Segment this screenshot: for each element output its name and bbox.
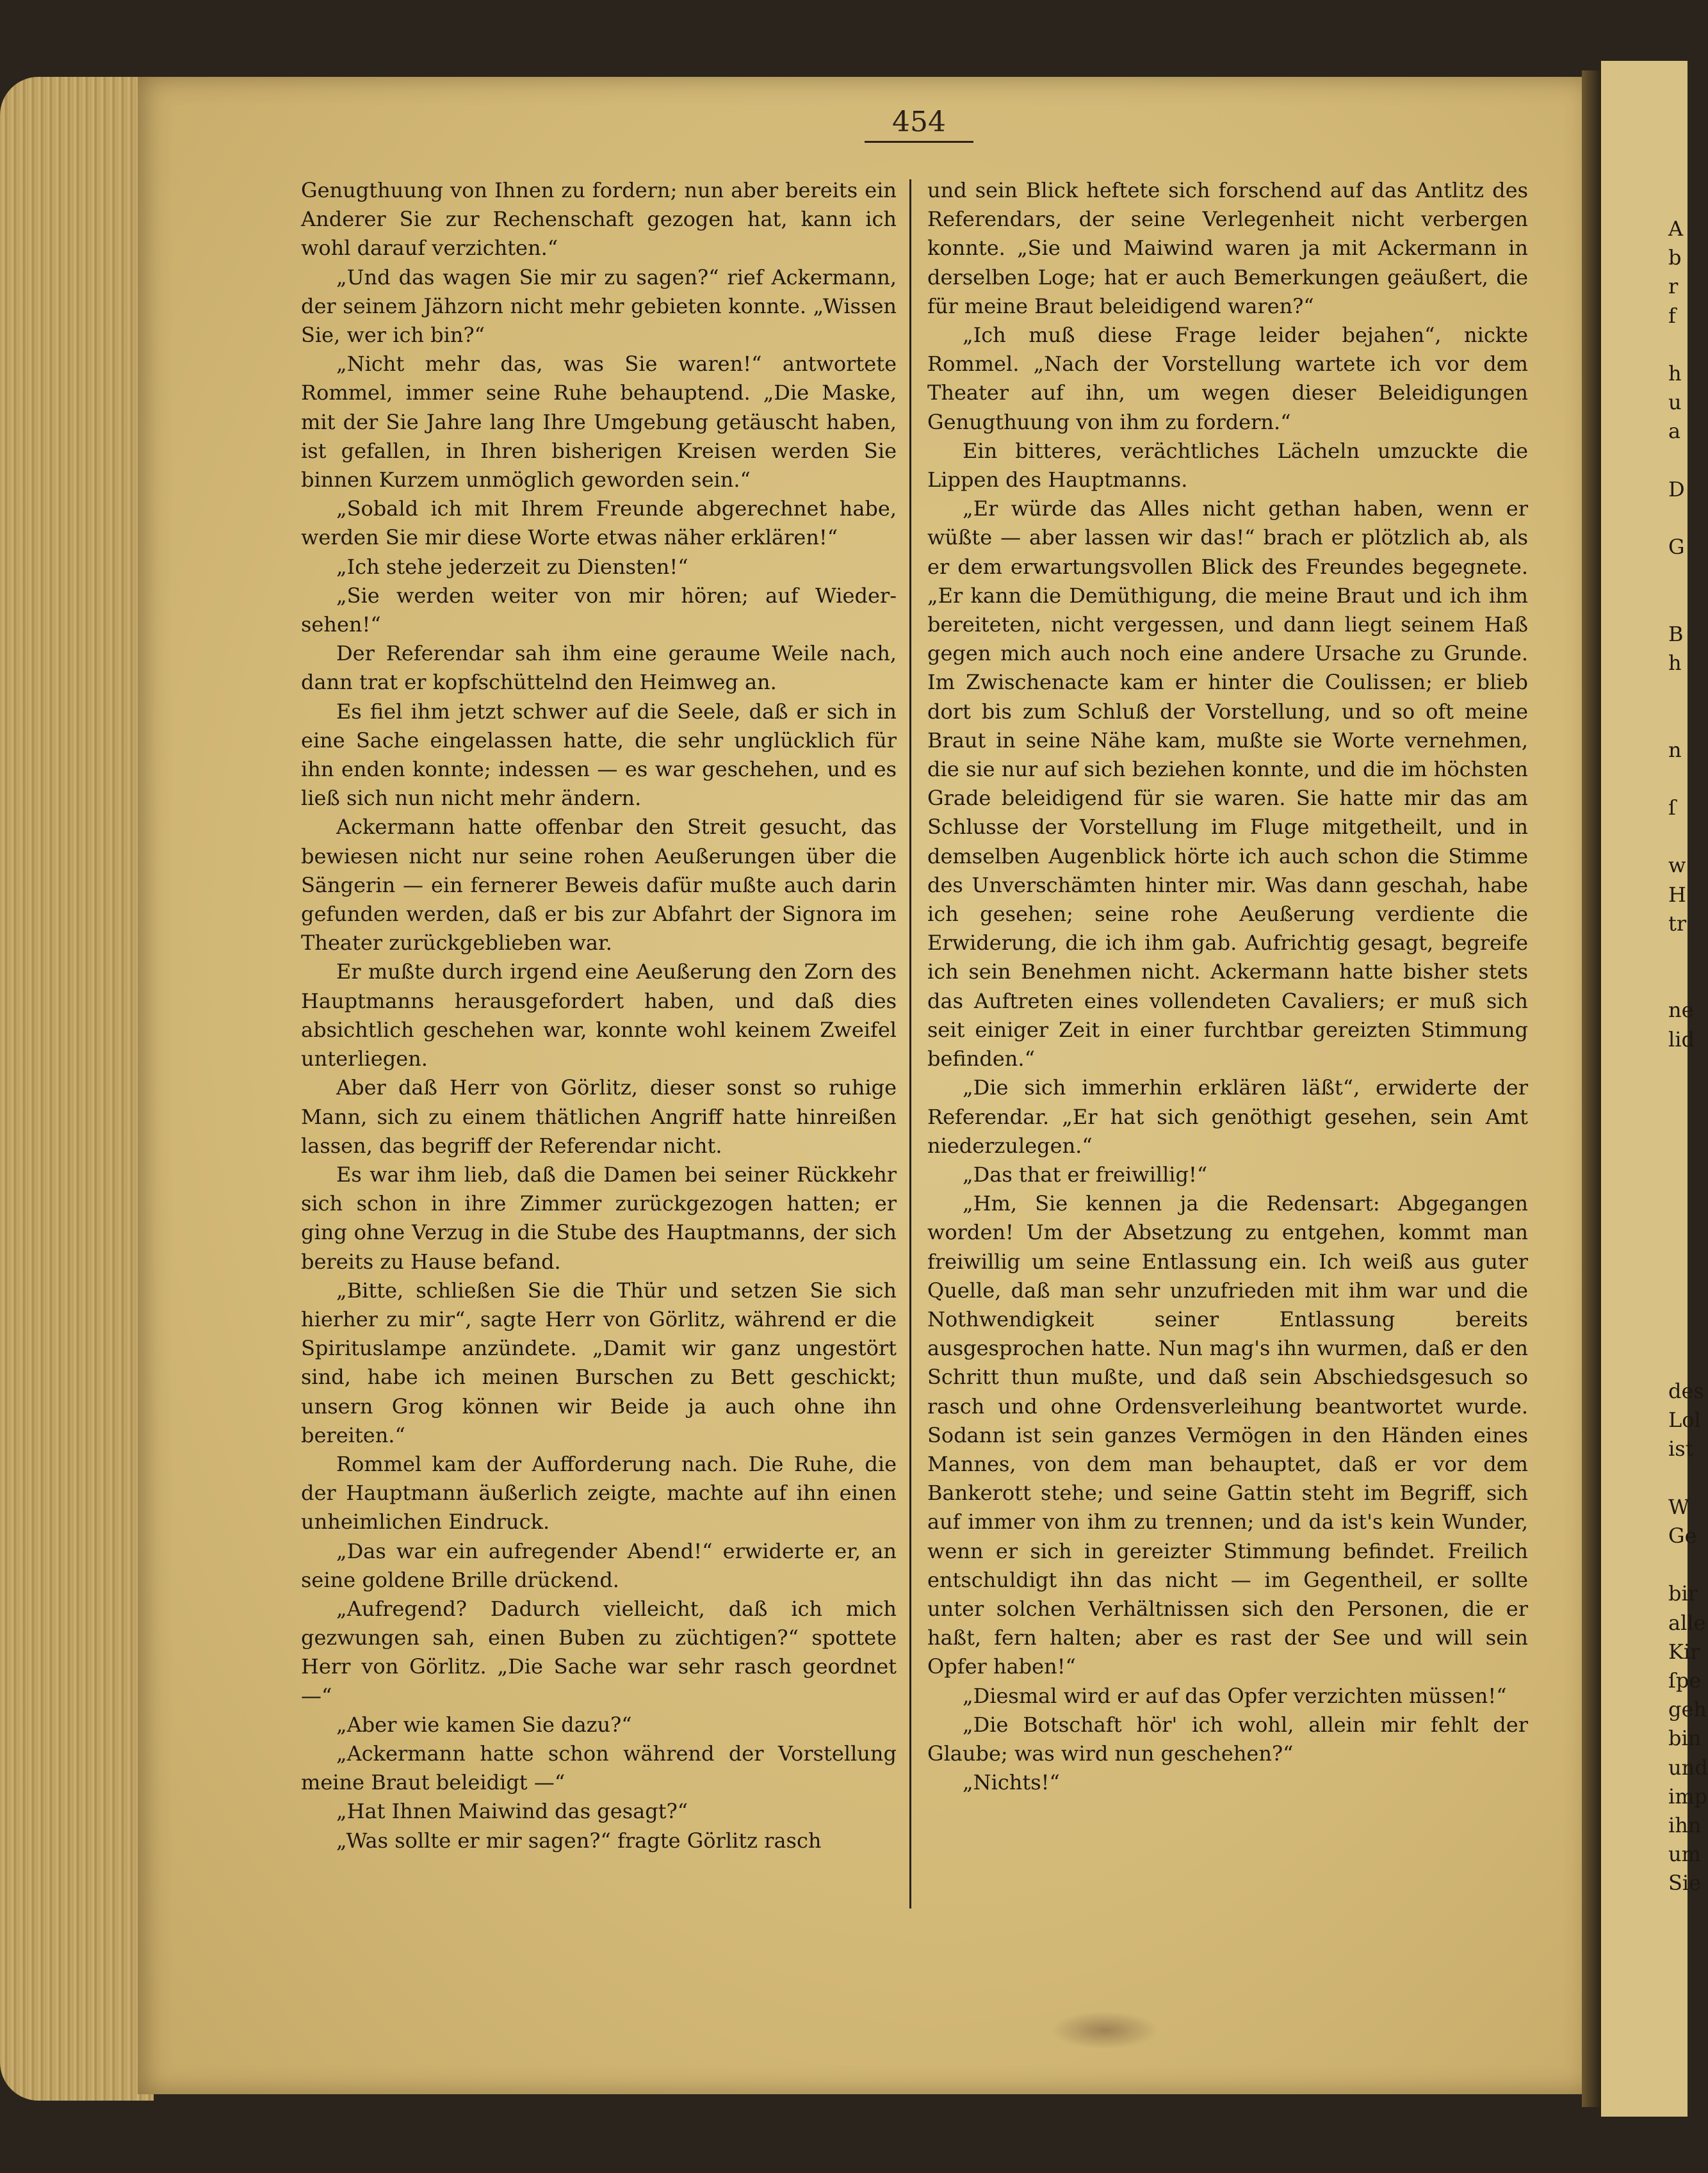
paragraph: Ackermann hatte offenbar den Streit gesucht, das bewiesen nicht nur seine rohen Aeußerungen über die Sängerin — ein fernerer Beweis dafür mußte auch darin gefunden werden, daß er bis zur Abfahrt der Signora im Theater zurückgeblieben war. (301, 815, 897, 956)
paragraph: „Ich stehe jederzeit zu Diensten!“ (336, 554, 688, 579)
paragraph: „Die sich immerhin erklären läßt“, erwiderte der Referendar. „Er hat sich genöthigt gesehen, sein Amt niederzulegen.“ (927, 1075, 1528, 1158)
book-gutter (1582, 70, 1601, 2107)
paragraph: Es fiel ihm jetzt schwer auf die Seele, daß er sich in eine Sache eingelassen hatte, die sehr unglücklich für ihn enden konnte; indessen — es war geschehen, und es ließ sich nun nicht mehr ändern. (301, 699, 897, 811)
paragraph: „Die Botschaft hör' ich wohl, allein mir fehlt der Glaube; was wird nun geschehen?“ (927, 1712, 1528, 1766)
paragraph: „Hm, Sie kennen ja die Redensart: Abgegangen worden! Um der Absetzung zu entgehen, kommt man freiwillig um seine Entlassung ein. Ich weiß aus guter Quelle, daß man sehr unzufrieden mit ihm war und die Nothwendigkeit seiner Entlassung bereits ausgesprochen hatte. Nun mag's ihn wurmen, daß er den Schritt thun mußte, und daß sein Abschiedsgesuch so rasch und ohne Ordensverleihung beantwortet wurde. Sodann ist sein ganzes Vermögen in den Händen eines Mannes, von dem man behauptet, daß er vor dem Bankerott stehe; und seine Gattin steht im Begriff, sich auf immer von ihm zu trennen; und da ist's kein Wunder, wenn er sich in gereizter Stimmung befindet. Freilich entschuldigt ihn das nicht — im Gegentheil, er sollte unter solchen Verhältnissen sich den Personen, die er haßt, fern halten; aber es rast der See und will sein Opfer haben!“ (927, 1191, 1528, 1679)
paper-stain (1050, 2011, 1159, 2049)
paragraph: „Nichts!“ (963, 1770, 1060, 1795)
paragraph: „Das that er freiwillig!“ (963, 1162, 1208, 1187)
paragraph: „Bitte, schließen Sie die Thür und setzen Sie sich hierher zu mir“, sagte Herr von Görlitz, während er die Spirituslampe anzündete. „Damit wir ganz ungestört sind, habe ich meinen Burschen zu Bett geschickt; unsern Grog können wir Beide ja auch ohne ihn bereiten.“ (301, 1278, 897, 1447)
paragraph: Rommel kam der Aufforderung nach. Die Ruhe, die der Hauptmann äußerlich zeigte, machte auf ihn einen unheimlichen Eindruck. (301, 1451, 897, 1534)
paragraph: „Aufregend? Dadurch vielleicht, daß ich mich gezwungen sah, einen Buben zu züchtigen?“ spottete Herr von Görlitz. „Die Sache war sehr rasch geordnet —“ (301, 1596, 897, 1708)
paragraph: Er mußte durch irgend eine Aeußerung den Zorn des Hauptmanns herausgefordert haben, und daß dies absichtlich geschehen war, konnte wohl keinem Zweifel unterliegen. (301, 959, 897, 1071)
paragraph: „Ich muß diese Frage leider bejahen“, nickte Rommel. „Nach der Vorstellung wartete ich vor dem Theater auf ihn, um wegen dieser Beleidigungen Genugthuung von ihm zu fordern.“ (927, 323, 1528, 434)
paragraph: Genugthuung von Ihnen zu fordern; nun aber bereits ein Anderer Sie zur Rechenschaft gezogen hat, kann ich wohl darauf verzichten.“ (301, 178, 897, 261)
paragraph: „Sobald ich mit Ihrem Freunde abgerechnet habe, werden Sie mir diese Worte etwas näher erklären!“ (301, 496, 897, 550)
paragraph: Der Referendar sah ihm eine geraume Weile nach, dann trat er kopfschüttelnd den Heimweg an. (301, 641, 897, 695)
right-text-column (927, 176, 1528, 1797)
paragraph: „Das war ein aufregender Abend!“ erwiderte er, an seine goldene Brille drückend. (301, 1538, 897, 1592)
paragraph: „Sie werden weiter von mir hören; auf Wiedersehen!“ (301, 583, 897, 637)
column-divider (909, 179, 911, 1908)
paragraph: „Nicht mehr das, was Sie waren!“ antwortete Rommel, immer seine Ruhe behauptend. „Die Maske, mit der Sie Jahre lang Ihre Umgebung getäuscht haben, ist gefallen, in Ihren bisherigen Kreisen werden Sie binnen Kurzem unmöglich geworden sein.“ (301, 352, 897, 492)
paragraph: und sein Blick heftete sich forschend auf das Antlitz des Referendars, der seine Verlegenheit nicht verbergen konnte. „Sie und Maiwind waren ja mit Ackermann in derselben Loge; hat er auch Bemerkungen geäußert, die für meine Braut beleidigend waren?“ (927, 178, 1528, 318)
paragraph: „Was sollte er mir sagen?“ fragte Görlitz rasch (336, 1828, 822, 1853)
page-number-underline (865, 141, 973, 143)
page-number: 454 (892, 106, 946, 138)
left-text-column (301, 176, 897, 1855)
paragraph: „Diesmal wird er auf das Opfer verzichten müssen!“ (963, 1683, 1507, 1708)
paragraph: Ein bitteres, verächtliches Lächeln umzuckte die Lippen des Hauptmanns. (927, 438, 1528, 492)
next-page-text-fragment-bottom: des Lol ist W Ge bir alle Kir ſpe geh bin und imp ihn um Sie (1668, 1379, 1708, 1896)
paragraph: „Und das wagen Sie mir zu sagen?“ rief Ackermann, der seinem Jähzorn nicht mehr gebieten konnte. „Wissen Sie, wer ich bin?“ (301, 265, 897, 348)
paragraph: Es war ihm lieb, daß die Damen bei seiner Rückkehr sich schon in ihre Zimmer zurückgezogen hatten; er ging ohne Verzug in die Stube des Hauptmanns, der sich bereits zu Hause befand. (301, 1162, 897, 1274)
paragraph: „Hat Ihnen Maiwind das gesagt?“ (336, 1799, 688, 1824)
paragraph: „Er würde das Alles nicht gethan haben, wenn er wüßte — aber lassen wir das!“ brach er plötzlich ab, als er dem erwartungsvollen Blick des Freundes begegnete. „Er kann die Demüthigung, die meine Braut und ich ihm bereiteten, nicht vergessen, und dann liegt seinem Haß gegen mich auch noch eine andere Ursache zu Grunde. Im Zwischenacte kam er hinter die Coulissen; er blieb dort bis zum Schluß der Vorstellung, und so oft meine Braut in seine Nähe kam, mußte sie Worte vernehmen, die sie nur auf sich beziehen konnte, und die im höchsten Grade beleidigend für sie waren. Sie hatte mir das am Schlusse der Vorstellung im Fluge mitgetheilt, und in demselben Augenblick hörte ich auch schon die Stimme des Unverschämten hinter mir. Was dann geschah, habe ich gesehen; seine rohe Aeußerung verdiente die Erwiderung, die ich ihm gab. Aufrichtig gesagt, begreife ich sein Benehmen nicht. Ackermann hatte bisher stets das Auftreten eines vollendeten Cavaliers; er muß sich seit einiger Zeit in einer furchtbar gereizten Stimmung befinden.“ (927, 496, 1528, 1071)
next-page-text-fragment-top: A b r f h u a D G B h n ſ w H tr ne lid (1668, 216, 1695, 1052)
paragraph: „Ackermann hatte schon während der Vorstellung meine Braut beleidigt —“ (301, 1741, 897, 1795)
paragraph: Aber daß Herr von Görlitz, dieser sonst so ruhige Mann, sich zu einem thätlichen Angriff hatte hinreißen lassen, das begriff der Referendar nicht. (301, 1075, 897, 1158)
book-page-edges (0, 77, 154, 2101)
paragraph: „Aber wie kamen Sie dazu?“ (336, 1712, 632, 1737)
